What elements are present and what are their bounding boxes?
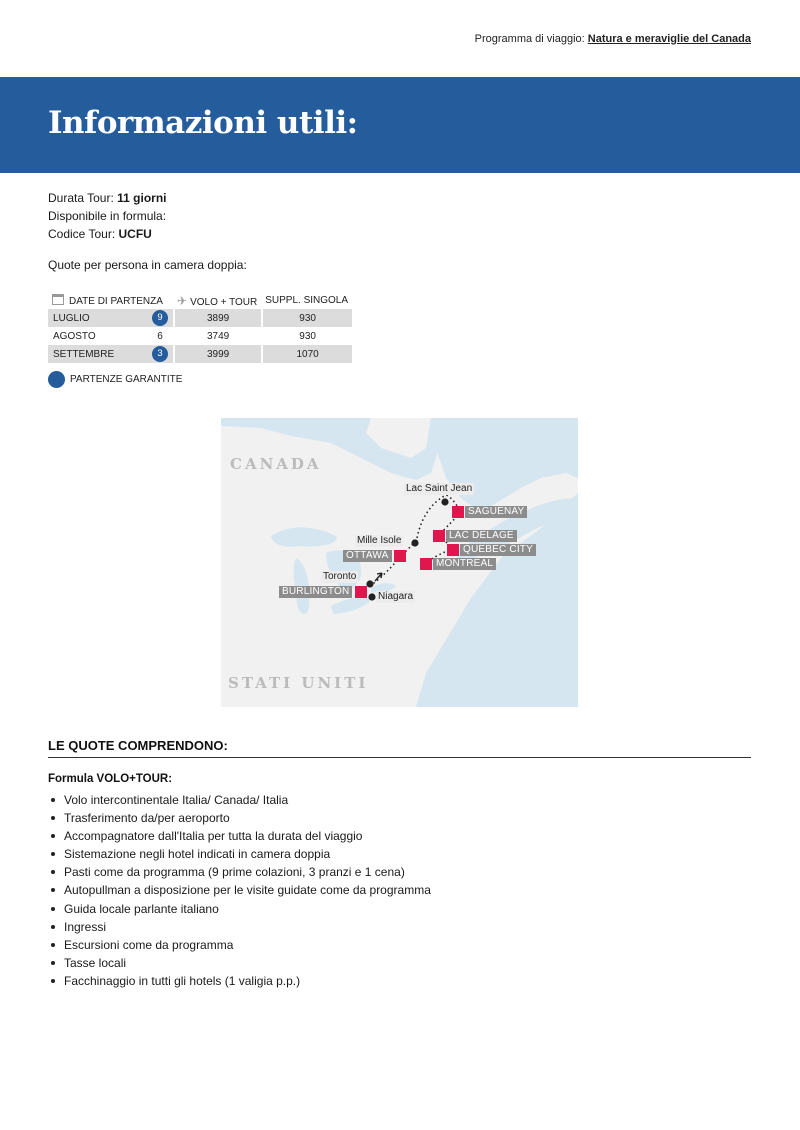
label-niagara: Niagara: [378, 591, 414, 602]
code-line: [48, 225, 167, 243]
label-quebec-city: QUEBEC CITY: [460, 544, 536, 556]
route-map: [221, 418, 578, 707]
quote-intro: Quote per persona in camera doppia:: [48, 258, 247, 272]
list-item: Escursioni come da programma: [48, 936, 431, 954]
header-dates-label: DATE DI PARTENZA: [69, 296, 163, 307]
guaranteed-legend: [48, 371, 182, 388]
header-flight-tour: [173, 292, 261, 309]
list-item: Tasse locali: [48, 954, 431, 972]
table-row: [48, 345, 352, 363]
month-cell: [48, 327, 173, 345]
waypoint-niagara: [368, 593, 375, 600]
airplane-icon: ✈: [177, 293, 188, 308]
departures-count: 6: [157, 330, 163, 342]
month-name: SETTEMBRE: [53, 348, 115, 360]
tour-info: [48, 189, 167, 243]
month-name: LUGLIO: [53, 312, 90, 324]
list-item: Pasti come da programma (9 prime colazioni, 3 pranzi e 1 cena): [48, 863, 431, 881]
includes-list: [48, 791, 431, 990]
duration-line: [48, 189, 167, 207]
list-item: Autopullman a disposizione per le visite guidate come da programma: [48, 881, 431, 899]
program-label: Programma di viaggio:: [474, 33, 585, 45]
price-cell: 3999: [173, 345, 261, 363]
calendar-icon: [52, 294, 64, 305]
guaranteed-legend-dot: [48, 371, 65, 388]
includes-divider: [48, 757, 751, 758]
country-label-canada: CANADA: [230, 455, 322, 473]
duration-label: Durata Tour:: [48, 191, 114, 205]
guaranteed-legend-label: PARTENZE GARANTITE: [70, 374, 183, 385]
marker-ottawa: [394, 550, 406, 562]
title-banner: [0, 77, 800, 173]
waypoint-mille-isole: [411, 539, 418, 546]
header-single-supplement: SUPPL. SINGOLA: [265, 295, 349, 306]
code-label: Codice Tour:: [48, 227, 116, 241]
table-header-row: [48, 292, 352, 309]
includes-title: LE QUOTE COMPRENDONO:: [48, 738, 228, 753]
table-row: [48, 309, 352, 327]
label-burlington: BURLINGTON: [279, 586, 352, 598]
label-montreal: MONTREAL: [433, 558, 496, 570]
list-item: Sistemazione negli hotel indicati in camera doppia: [48, 845, 431, 863]
list-item: Volo intercontinentale Italia/ Canada/ Italia: [48, 791, 431, 809]
table-row: [48, 327, 352, 345]
program-title-link[interactable]: Natura e meraviglie del Canada: [587, 33, 751, 45]
waypoint-lac-saint-jean: [441, 498, 448, 505]
marker-montreal: [420, 558, 432, 570]
month-name: AGOSTO: [53, 330, 96, 342]
price-table: [48, 292, 352, 363]
marker-quebec-city: [447, 544, 459, 556]
label-saguenay: SAGUENAY: [465, 506, 527, 518]
label-ottawa: OTTAWA: [343, 550, 392, 562]
label-mille-isole: Mille Isole: [357, 535, 402, 546]
marker-lac-delage: [433, 530, 445, 542]
header-flight-tour-label: VOLO + TOUR: [190, 296, 258, 308]
list-item: Facchinaggio in tutti gli hotels (1 valigia p.p.): [48, 972, 431, 990]
program-reference: [475, 33, 751, 45]
list-item: Trasferimento da/per aeroporto: [48, 809, 431, 827]
label-lac-saint-jean: Lac Saint Jean: [406, 483, 473, 494]
guaranteed-departures-badge: 9: [152, 310, 168, 326]
label-lac-delage: LAC DELAGE: [446, 530, 517, 542]
price-cell: 3899: [173, 309, 261, 327]
month-cell: [48, 345, 173, 363]
single-supplement-cell: 930: [261, 327, 352, 345]
duration-value: 11 giorni: [117, 191, 167, 205]
formula-line: Disponibile in formula:: [48, 209, 167, 223]
price-cell: 3749: [173, 327, 261, 345]
formula-title: Formula VOLO+TOUR:: [48, 773, 173, 785]
list-item: Accompagnatore dall'Italia per tutta la durata del viaggio: [48, 827, 431, 845]
marker-saguenay: [452, 506, 464, 518]
list-item: Guida locale parlante italiano: [48, 900, 431, 918]
single-supplement-cell: 930: [261, 309, 352, 327]
waypoint-toronto: [366, 580, 373, 587]
month-cell: [48, 309, 173, 327]
single-supplement-cell: 1070: [261, 345, 352, 363]
header-dates: [48, 292, 173, 309]
list-item: Ingressi: [48, 918, 431, 936]
label-toronto: Toronto: [323, 571, 357, 582]
code-value: UCFU: [118, 227, 152, 241]
country-label-usa: STATI UNITI: [228, 674, 369, 692]
page-title: Informazioni utili:: [48, 105, 358, 141]
guaranteed-departures-badge: 3: [152, 346, 168, 362]
marker-burlington: [355, 586, 367, 598]
